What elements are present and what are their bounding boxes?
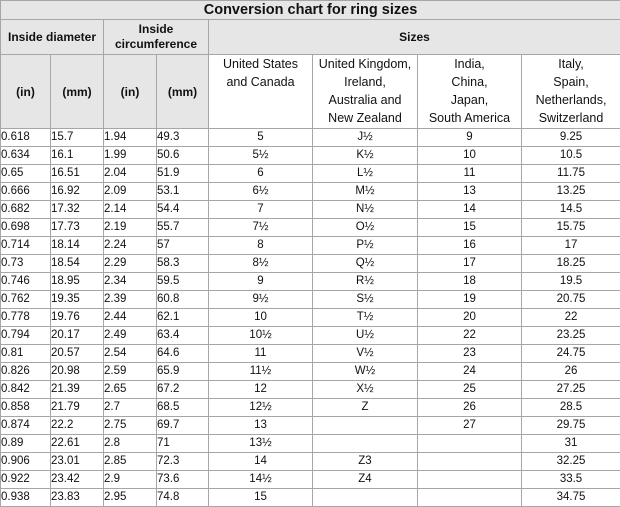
cell-us-canada: 14½ — [209, 471, 313, 489]
cell-circumference-mm: 63.4 — [157, 327, 209, 345]
header-us-canada — [209, 55, 313, 129]
cell-diameter-in: 0.858 — [1, 399, 51, 417]
cell-us-canada: 5 — [209, 129, 313, 147]
header-uk-ireland-australia-nz — [313, 55, 418, 129]
cell-circumference-mm: 62.1 — [157, 309, 209, 327]
table-row — [1, 291, 620, 309]
cell-circumference-in: 2.14 — [104, 201, 157, 219]
header-us-canada-line: United States — [223, 57, 298, 71]
cell-italy-spain-nl-ch: 32.25 — [522, 453, 620, 471]
header-uk-line: United Kingdom, — [319, 57, 411, 71]
cell-india-china-japan-sa — [418, 471, 522, 489]
cell-india-china-japan-sa: 15 — [418, 219, 522, 237]
cell-circumference-in: 2.34 — [104, 273, 157, 291]
cell-italy-spain-nl-ch: 10.5 — [522, 147, 620, 165]
cell-diameter-in: 0.826 — [1, 363, 51, 381]
cell-diameter-mm: 17.73 — [51, 219, 104, 237]
cell-italy-spain-nl-ch: 17 — [522, 237, 620, 255]
cell-diameter-mm: 21.79 — [51, 399, 104, 417]
header-inside-circumference — [104, 20, 209, 55]
cell-diameter-mm: 18.95 — [51, 273, 104, 291]
cell-diameter-mm: 22.2 — [51, 417, 104, 435]
cell-circumference-in: 2.29 — [104, 255, 157, 273]
table-row — [1, 237, 620, 255]
cell-uk-ireland-australia-nz: Q½ — [313, 255, 418, 273]
table-row — [1, 201, 620, 219]
cell-uk-ireland-australia-nz: S½ — [313, 291, 418, 309]
cell-circumference-mm: 50.6 — [157, 147, 209, 165]
header-italy-line: Netherlands, — [536, 93, 607, 107]
header-sizes: Sizes — [209, 20, 620, 55]
table-row — [1, 309, 620, 327]
cell-uk-ireland-australia-nz: X½ — [313, 381, 418, 399]
table-row — [1, 147, 620, 165]
header-uk-line: Australia and — [329, 93, 402, 107]
cell-circumference-in: 2.59 — [104, 363, 157, 381]
table-row — [1, 363, 620, 381]
cell-circumference-mm: 73.6 — [157, 471, 209, 489]
unit-circumference-mm: (mm) — [157, 55, 209, 129]
header-india-line: Japan, — [451, 93, 489, 107]
cell-india-china-japan-sa: 24 — [418, 363, 522, 381]
cell-diameter-mm: 17.32 — [51, 201, 104, 219]
cell-italy-spain-nl-ch: 11.75 — [522, 165, 620, 183]
table-row — [1, 345, 620, 363]
cell-diameter-in: 0.618 — [1, 129, 51, 147]
table-row — [1, 183, 620, 201]
cell-diameter-mm: 23.01 — [51, 453, 104, 471]
cell-us-canada: 12 — [209, 381, 313, 399]
header-india-china-japan-sa — [418, 55, 522, 129]
cell-diameter-mm: 21.39 — [51, 381, 104, 399]
cell-italy-spain-nl-ch: 14.5 — [522, 201, 620, 219]
cell-diameter-in: 0.842 — [1, 381, 51, 399]
cell-uk-ireland-australia-nz: U½ — [313, 327, 418, 345]
cell-diameter-mm: 16.92 — [51, 183, 104, 201]
cell-italy-spain-nl-ch: 9.25 — [522, 129, 620, 147]
cell-circumference-in: 2.09 — [104, 183, 157, 201]
cell-uk-ireland-australia-nz: M½ — [313, 183, 418, 201]
cell-us-canada: 13½ — [209, 435, 313, 453]
cell-circumference-mm: 54.4 — [157, 201, 209, 219]
cell-india-china-japan-sa: 26 — [418, 399, 522, 417]
table-row — [1, 273, 620, 291]
cell-uk-ireland-australia-nz — [313, 489, 418, 507]
header-india-line: China, — [451, 75, 487, 89]
cell-diameter-mm: 23.42 — [51, 471, 104, 489]
cell-diameter-mm: 15.7 — [51, 129, 104, 147]
cell-circumference-in: 1.94 — [104, 129, 157, 147]
cell-uk-ireland-australia-nz: Z3 — [313, 453, 418, 471]
cell-india-china-japan-sa: 20 — [418, 309, 522, 327]
cell-diameter-mm: 16.1 — [51, 147, 104, 165]
cell-us-canada: 9½ — [209, 291, 313, 309]
cell-diameter-mm: 18.54 — [51, 255, 104, 273]
table-row — [1, 327, 620, 345]
cell-circumference-mm: 71 — [157, 435, 209, 453]
cell-india-china-japan-sa: 16 — [418, 237, 522, 255]
cell-diameter-mm: 20.17 — [51, 327, 104, 345]
cell-diameter-mm: 20.57 — [51, 345, 104, 363]
header-italy-line: Italy, — [558, 57, 583, 71]
header-italy-line: Spain, — [553, 75, 588, 89]
cell-us-canada: 7 — [209, 201, 313, 219]
header-inside-circumference-line2: circumference — [115, 37, 197, 51]
cell-us-canada: 8 — [209, 237, 313, 255]
table-row — [1, 453, 620, 471]
header-inside-diameter: Inside diameter — [1, 20, 104, 55]
cell-uk-ireland-australia-nz — [313, 417, 418, 435]
table-row — [1, 381, 620, 399]
header-italy-line: Switzerland — [539, 111, 604, 125]
chart-body — [1, 129, 620, 507]
cell-india-china-japan-sa: 23 — [418, 345, 522, 363]
cell-diameter-mm: 20.98 — [51, 363, 104, 381]
cell-diameter-in: 0.698 — [1, 219, 51, 237]
cell-diameter-in: 0.81 — [1, 345, 51, 363]
cell-diameter-mm: 16.51 — [51, 165, 104, 183]
cell-circumference-in: 2.04 — [104, 165, 157, 183]
cell-circumference-mm: 49.3 — [157, 129, 209, 147]
cell-india-china-japan-sa: 13 — [418, 183, 522, 201]
cell-circumference-in: 2.9 — [104, 471, 157, 489]
cell-diameter-in: 0.746 — [1, 273, 51, 291]
table-row — [1, 489, 620, 507]
table-row — [1, 435, 620, 453]
cell-diameter-mm: 23.83 — [51, 489, 104, 507]
header-india-line: India, — [454, 57, 485, 71]
cell-circumference-in: 2.8 — [104, 435, 157, 453]
header-uk-line: Ireland, — [344, 75, 386, 89]
cell-india-china-japan-sa — [418, 435, 522, 453]
cell-italy-spain-nl-ch: 15.75 — [522, 219, 620, 237]
cell-us-canada: 14 — [209, 453, 313, 471]
unit-diameter-in: (in) — [1, 55, 51, 129]
cell-circumference-in: 2.49 — [104, 327, 157, 345]
cell-italy-spain-nl-ch: 28.5 — [522, 399, 620, 417]
cell-italy-spain-nl-ch: 13.25 — [522, 183, 620, 201]
table-row — [1, 417, 620, 435]
table-row — [1, 399, 620, 417]
cell-diameter-in: 0.906 — [1, 453, 51, 471]
cell-india-china-japan-sa — [418, 453, 522, 471]
cell-india-china-japan-sa: 27 — [418, 417, 522, 435]
cell-us-canada: 11 — [209, 345, 313, 363]
cell-uk-ireland-australia-nz — [313, 435, 418, 453]
cell-india-china-japan-sa: 17 — [418, 255, 522, 273]
cell-circumference-mm: 68.5 — [157, 399, 209, 417]
unit-diameter-mm: (mm) — [51, 55, 104, 129]
cell-india-china-japan-sa: 10 — [418, 147, 522, 165]
cell-italy-spain-nl-ch: 26 — [522, 363, 620, 381]
cell-circumference-mm: 65.9 — [157, 363, 209, 381]
cell-uk-ireland-australia-nz: W½ — [313, 363, 418, 381]
cell-italy-spain-nl-ch: 18.25 — [522, 255, 620, 273]
cell-circumference-in: 2.7 — [104, 399, 157, 417]
cell-italy-spain-nl-ch: 20.75 — [522, 291, 620, 309]
cell-uk-ireland-australia-nz: N½ — [313, 201, 418, 219]
cell-us-canada: 6 — [209, 165, 313, 183]
cell-circumference-mm: 72.3 — [157, 453, 209, 471]
header-uk-line: New Zealand — [328, 111, 402, 125]
table-row — [1, 165, 620, 183]
cell-diameter-mm: 22.61 — [51, 435, 104, 453]
cell-uk-ireland-australia-nz: Z — [313, 399, 418, 417]
cell-circumference-mm: 58.3 — [157, 255, 209, 273]
cell-circumference-mm: 53.1 — [157, 183, 209, 201]
table-row — [1, 129, 620, 147]
cell-uk-ireland-australia-nz: R½ — [313, 273, 418, 291]
cell-diameter-in: 0.778 — [1, 309, 51, 327]
cell-uk-ireland-australia-nz: J½ — [313, 129, 418, 147]
cell-circumference-in: 2.65 — [104, 381, 157, 399]
cell-circumference-in: 2.95 — [104, 489, 157, 507]
cell-us-canada: 11½ — [209, 363, 313, 381]
cell-uk-ireland-australia-nz: Z4 — [313, 471, 418, 489]
cell-india-china-japan-sa: 11 — [418, 165, 522, 183]
cell-diameter-in: 0.65 — [1, 165, 51, 183]
cell-italy-spain-nl-ch: 31 — [522, 435, 620, 453]
cell-us-canada: 12½ — [209, 399, 313, 417]
cell-india-china-japan-sa: 14 — [418, 201, 522, 219]
cell-india-china-japan-sa — [418, 489, 522, 507]
table-row — [1, 219, 620, 237]
header-italy-spain-nl-ch — [522, 55, 620, 129]
cell-us-canada: 7½ — [209, 219, 313, 237]
cell-circumference-in: 2.85 — [104, 453, 157, 471]
cell-diameter-in: 0.938 — [1, 489, 51, 507]
cell-us-canada: 10 — [209, 309, 313, 327]
cell-italy-spain-nl-ch: 23.25 — [522, 327, 620, 345]
cell-circumference-mm: 67.2 — [157, 381, 209, 399]
table-row — [1, 471, 620, 489]
cell-india-china-japan-sa: 9 — [418, 129, 522, 147]
table-row — [1, 255, 620, 273]
cell-india-china-japan-sa: 22 — [418, 327, 522, 345]
cell-diameter-in: 0.714 — [1, 237, 51, 255]
cell-italy-spain-nl-ch: 19.5 — [522, 273, 620, 291]
cell-us-canada: 8½ — [209, 255, 313, 273]
cell-uk-ireland-australia-nz: P½ — [313, 237, 418, 255]
cell-us-canada: 9 — [209, 273, 313, 291]
cell-diameter-in: 0.89 — [1, 435, 51, 453]
cell-circumference-in: 2.54 — [104, 345, 157, 363]
cell-diameter-mm: 18.14 — [51, 237, 104, 255]
header-india-line: South America — [429, 111, 510, 125]
cell-italy-spain-nl-ch: 22 — [522, 309, 620, 327]
cell-circumference-in: 2.75 — [104, 417, 157, 435]
cell-circumference-in: 2.44 — [104, 309, 157, 327]
cell-uk-ireland-australia-nz: K½ — [313, 147, 418, 165]
header-inside-circumference-line1: Inside — [139, 22, 174, 36]
cell-circumference-in: 2.24 — [104, 237, 157, 255]
cell-italy-spain-nl-ch: 27.25 — [522, 381, 620, 399]
cell-italy-spain-nl-ch: 33.5 — [522, 471, 620, 489]
chart-title: Conversion chart for ring sizes — [1, 1, 620, 20]
cell-circumference-mm: 55.7 — [157, 219, 209, 237]
cell-diameter-in: 0.634 — [1, 147, 51, 165]
cell-diameter-in: 0.762 — [1, 291, 51, 309]
cell-circumference-mm: 51.9 — [157, 165, 209, 183]
cell-diameter-mm: 19.35 — [51, 291, 104, 309]
cell-uk-ireland-australia-nz: O½ — [313, 219, 418, 237]
cell-circumference-in: 2.19 — [104, 219, 157, 237]
cell-india-china-japan-sa: 19 — [418, 291, 522, 309]
cell-diameter-mm: 19.76 — [51, 309, 104, 327]
cell-diameter-in: 0.922 — [1, 471, 51, 489]
cell-circumference-in: 1.99 — [104, 147, 157, 165]
cell-us-canada: 10½ — [209, 327, 313, 345]
cell-diameter-in: 0.794 — [1, 327, 51, 345]
cell-italy-spain-nl-ch: 24.75 — [522, 345, 620, 363]
cell-italy-spain-nl-ch: 34.75 — [522, 489, 620, 507]
cell-diameter-in: 0.666 — [1, 183, 51, 201]
cell-uk-ireland-australia-nz: V½ — [313, 345, 418, 363]
cell-circumference-mm: 59.5 — [157, 273, 209, 291]
cell-diameter-in: 0.682 — [1, 201, 51, 219]
cell-circumference-mm: 60.8 — [157, 291, 209, 309]
cell-circumference-mm: 64.6 — [157, 345, 209, 363]
cell-circumference-mm: 69.7 — [157, 417, 209, 435]
cell-circumference-mm: 57 — [157, 237, 209, 255]
cell-india-china-japan-sa: 18 — [418, 273, 522, 291]
cell-us-canada: 5½ — [209, 147, 313, 165]
cell-circumference-in: 2.39 — [104, 291, 157, 309]
header-us-canada-line: and Canada — [226, 75, 294, 89]
cell-uk-ireland-australia-nz: L½ — [313, 165, 418, 183]
cell-us-canada: 15 — [209, 489, 313, 507]
cell-circumference-mm: 74.8 — [157, 489, 209, 507]
cell-us-canada: 13 — [209, 417, 313, 435]
cell-uk-ireland-australia-nz: T½ — [313, 309, 418, 327]
cell-diameter-in: 0.73 — [1, 255, 51, 273]
cell-italy-spain-nl-ch: 29.75 — [522, 417, 620, 435]
unit-circumference-in: (in) — [104, 55, 157, 129]
cell-india-china-japan-sa: 25 — [418, 381, 522, 399]
cell-diameter-in: 0.874 — [1, 417, 51, 435]
cell-us-canada: 6½ — [209, 183, 313, 201]
